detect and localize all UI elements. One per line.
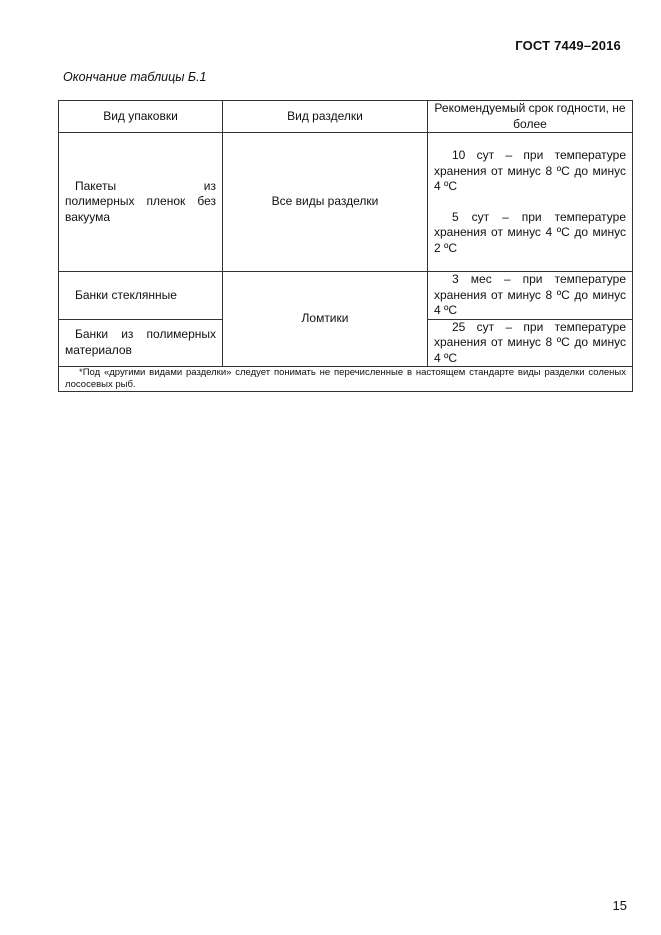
footnote-text: *Под «другими видами разделки» следует понимать не перечисленные в настоящем стандарте виды разделки соленых лососевых рыб. [65, 367, 626, 390]
term-cell [428, 319, 633, 367]
packaging-text: Банки стеклянные [75, 287, 177, 302]
packaging-text: Банки из полимерных материалов [65, 327, 216, 357]
document-code: ГОСТ 7449–2016 [515, 38, 621, 53]
term-text: 5 сут – при температуре хранения от минус 4 ºС до минус 2 ºС [434, 209, 626, 255]
table-header-row [59, 101, 633, 133]
column-header-packaging: Вид упаковки [59, 101, 223, 133]
term-cell [428, 272, 633, 320]
term-text: 10 сут – при температуре хранения от минус 8 ºС до минус 4 ºС [434, 148, 626, 193]
term-text: 3 мес – при температуре хранения от минус 8 ºС до минус 4 ºС [434, 272, 626, 317]
table-row [59, 133, 633, 272]
term-cell [428, 133, 633, 272]
term-text: 25 сут – при температуре хранения от минус 8 ºС до минус 4 ºС [434, 319, 626, 365]
packaging-cell [59, 319, 223, 367]
page-number: 15 [612, 898, 627, 913]
cutting-cell: Ломтики [223, 272, 428, 367]
footnote-row [59, 367, 633, 392]
column-header-term: Рекомендуемый срок годности, не более [428, 101, 633, 133]
footnote-cell [59, 367, 633, 392]
table-caption: Окончание таблицы Б.1 [63, 70, 207, 84]
packaging-text: из [203, 178, 216, 193]
column-header-cutting: Вид разделки [223, 101, 428, 133]
packaging-cell [59, 272, 223, 320]
table-row [59, 272, 633, 320]
cutting-cell: Все виды разделки [223, 133, 428, 272]
packaging-cell [59, 133, 223, 272]
shelf-life-table [58, 100, 633, 392]
packaging-text: Пакеты [75, 178, 117, 193]
packaging-text: полимерных пленок без вакуума [65, 194, 216, 224]
